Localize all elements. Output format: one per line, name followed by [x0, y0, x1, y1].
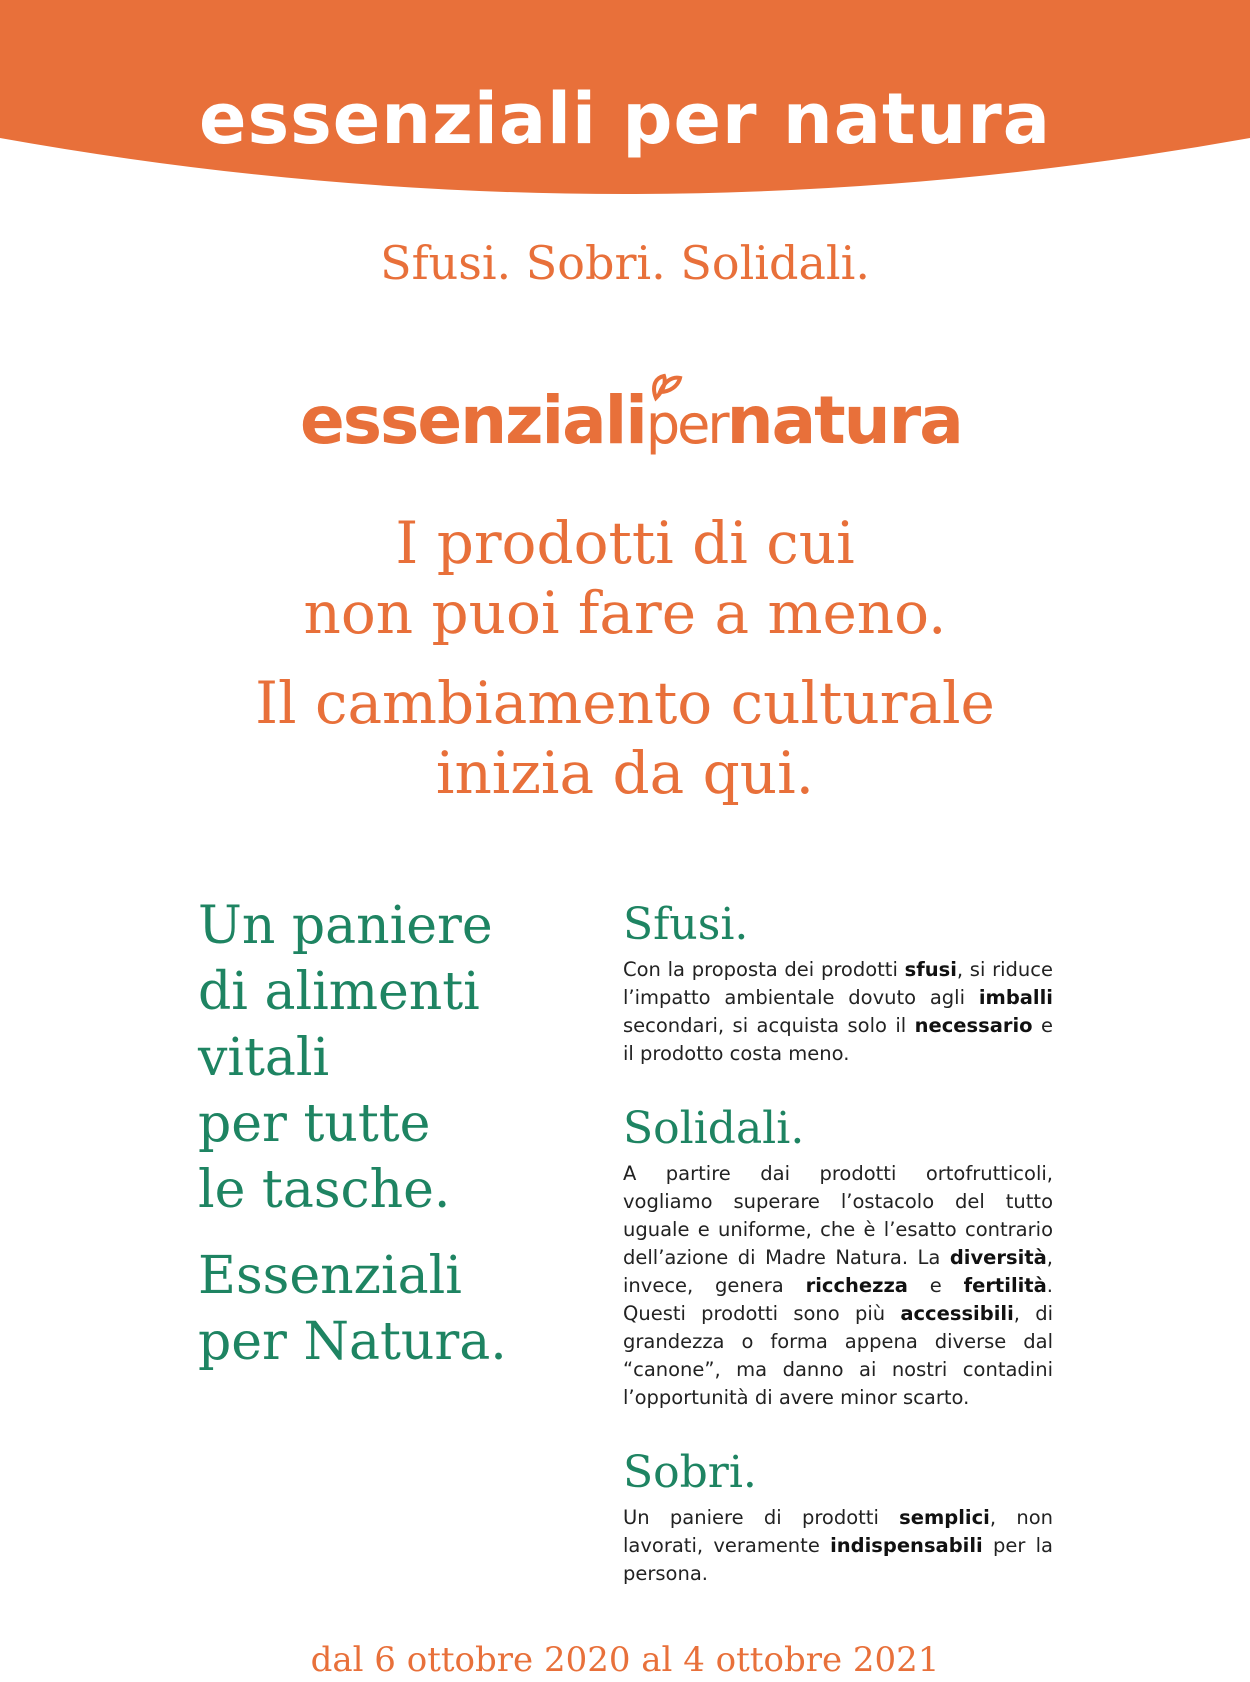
section-body: A partire dai prodotti ortofrutticoli, vogliamo superare l’ostacolo del tutto uguale e uniforme, che è l’esatto contrario dell’azione di Madre Natura. La diversità, invece, genera ricchezza e fertilità. Questi prodotti sono più accessibili, di grandezza o forma appena diverse dal “canone”, ma danno ai nostri contadini l’opportunità di avere minor scarto. [623, 1162, 1053, 1409]
statement-line: Un paniere [198, 896, 493, 956]
statement-line: vitali [198, 1028, 330, 1088]
headline-line: Il cambiamento culturale [255, 669, 995, 737]
headline-line: inizia da qui. [435, 739, 815, 807]
statement-line: Essenziali [198, 1246, 462, 1306]
logo-part-essenziali: essenziali [300, 382, 646, 459]
banner-title: essenziali per natura [198, 78, 1052, 160]
statement-line: per tutte [198, 1094, 431, 1154]
statement-line: di alimenti [198, 962, 480, 1022]
section-title: Solidali. [623, 1103, 805, 1154]
section-sfusi [623, 898, 1053, 1068]
logo-part-per: per [645, 393, 727, 456]
tagline: Sfusi. Sobri. Solidali. [380, 236, 870, 290]
top-banner [0, 0, 1250, 210]
section-title: Sfusi. [623, 899, 749, 950]
headline-products [0, 508, 1250, 648]
headline-change [0, 668, 1250, 808]
brand-logo [300, 372, 960, 472]
footer-date: dal 6 ottobre 2020 al 4 ottobre 2021 [310, 1640, 940, 1680]
section-title: Sobri. [623, 1447, 757, 1498]
section-body: Con la proposta dei prodotti sfusi, si riduce l’impatto ambientale dovuto agli imballi secondari, si acquista solo il necessario e il prodotto costa meno. [623, 958, 1054, 1065]
headline-line: non puoi fare a meno. [303, 579, 947, 647]
section-solidali [623, 1102, 1053, 1412]
statement-line: le tasche. [198, 1160, 451, 1220]
logo-part-natura: natura [726, 382, 962, 459]
statement-line: per Natura. [198, 1312, 507, 1372]
left-statement [198, 893, 618, 1375]
right-sections [623, 898, 1053, 1622]
section-sobri [623, 1446, 1053, 1588]
sprout-icon [646, 368, 686, 404]
headline-line: I prodotti di cui [395, 509, 855, 577]
logo-wordmark [300, 382, 962, 459]
section-body: Un paniere di prodotti semplici, non lavorati, veramente indispensabili per la persona. [623, 1506, 1053, 1585]
